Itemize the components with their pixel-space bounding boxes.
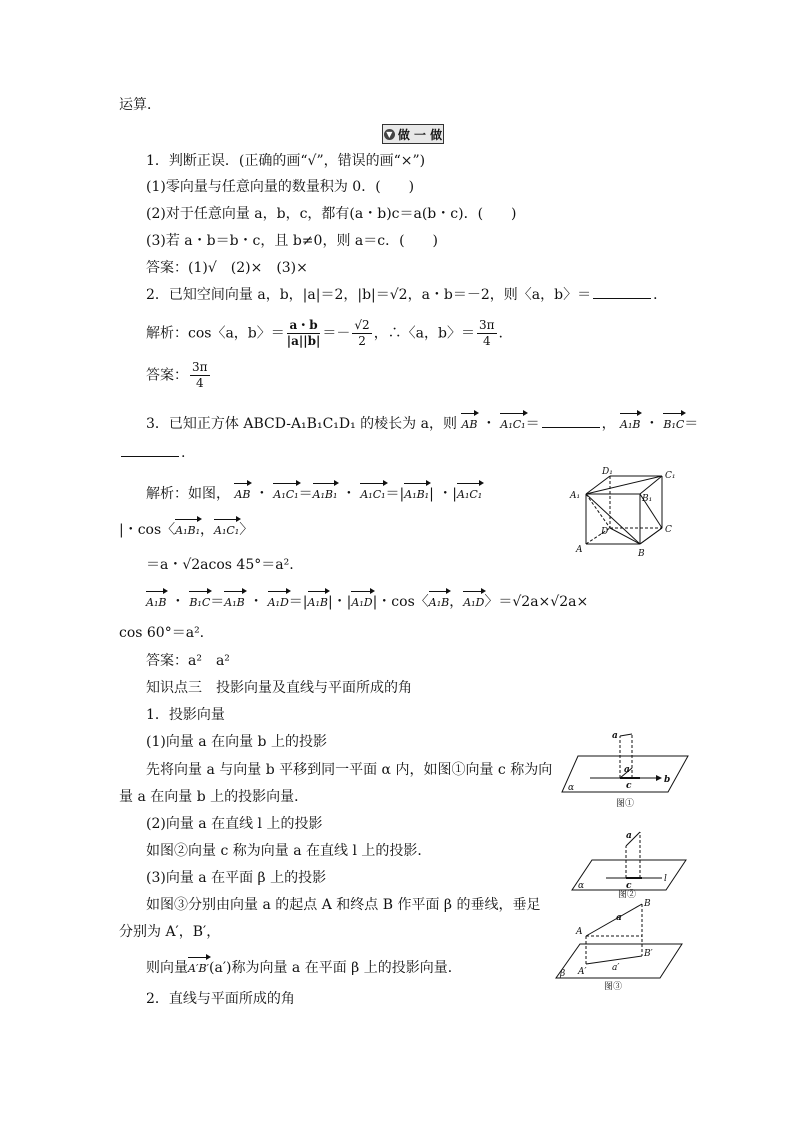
solution-3-line-2: |・cos〈A₁B₁，A₁C₁〉 [119, 518, 253, 540]
question-1-item-1: (1)零向量与任意向量的数量积为 0．( ) [146, 179, 415, 195]
question-1: 1．判断正误．(正确的画“√”，错误的画“×”) [146, 153, 426, 169]
fraction-denominator: |a||b| [286, 334, 321, 348]
fraction-dot-over-norms [287, 318, 321, 349]
answer-blank [121, 456, 179, 457]
k3-1-3-text-3 [146, 956, 462, 978]
vector-A1D: A₁D [268, 590, 289, 612]
fraction-denominator: 4 [195, 376, 204, 390]
line-4-tail: 〉＝√2a×√2a× [484, 594, 589, 610]
k3-1-2-heading: (2)向量 a 在直线 l 上的投影 [146, 816, 323, 832]
solution-2: 解析：cos〈a，b〉＝ $\frac{a・b}{|a||b|}$ ＝－ $\frac{√2}{2}$ ，∴〈a，b〉＝ $\frac{3\pi}{4}$ . [146, 318, 503, 348]
figure-3-label: 图③ [604, 982, 623, 992]
text-post: (a′)称为向量 a 在平面 β 上的投影向量． [209, 960, 462, 976]
figure-2-label: 图② [618, 890, 637, 898]
vector-A1C1: A₁C₁ [360, 482, 385, 504]
cube-figure [568, 466, 684, 560]
question-3-text: 3．已知正方体 ABCD-A₁B₁C₁D₁ 的棱长为 a，则 [146, 416, 457, 432]
answer-blank [542, 427, 600, 428]
fraction-3pi-over-4 [190, 360, 210, 391]
figure-2-label: α [578, 881, 585, 891]
solution-3-line-3: ＝a・√2acos 45°＝a². [146, 557, 294, 573]
do-one-badge [382, 124, 444, 144]
fraction-numerator: 3π [479, 318, 495, 332]
figure-3-label: B [644, 899, 651, 909]
vector-A1C1: A₁C₁ [500, 412, 525, 434]
vector-A1B: A₁B [429, 590, 449, 612]
question-3: 3．已知正方体 ABCD-A₁B₁C₁D₁ 的棱长为 a，则 AB ・ A₁C₁＝ ， A₁B ・ B₁C＝ [146, 412, 698, 434]
angle-close: 〉 [239, 522, 254, 538]
k3-1-3-text-1: 如图③分别由向量 a 的起点 A 和终点 B 作平面 β 的垂线，垂足 [146, 897, 541, 913]
fraction-sqrt2-over-2 [352, 318, 371, 349]
text-pre: 则向量 [146, 960, 188, 976]
figure-1-label: α [568, 783, 575, 793]
figure-3-label: a [616, 913, 622, 923]
solution-3-line-5: cos 60°＝a². [119, 625, 205, 641]
fraction-denominator: 2 [358, 334, 366, 348]
figure-1-label: 图① [616, 799, 635, 809]
k3-1-1-text-1: 先将向量 a 与向量 b 平移到同一平面 α 内，如图①向量 c 称为向 [146, 762, 553, 778]
k3-1-3-text-2: 分别为 A′，B′， [119, 924, 221, 940]
vector-A1B: A₁B [308, 590, 328, 612]
fraction-numerator: a・b [287, 318, 321, 334]
projection-figure-1 [560, 728, 692, 812]
k3-1-3-heading: (3)向量 a 在平面 β 上的投影 [146, 870, 327, 886]
figure-1-label: b [664, 775, 671, 785]
solution-3-line-1: 解析：如图， AB ・ A₁C₁＝A₁B₁ ・ A₁C₁＝|A₁B₁| ・|A₁C₁ [146, 482, 482, 504]
cube-vertex-label: C [665, 525, 672, 535]
question-1-item-3: (3)若 a・b＝b・c，且 b≠0，则 a＝c．( ) [146, 233, 439, 249]
solution-2-post: ，∴〈a，b〉＝ [373, 325, 475, 342]
k3-1-heading: 1．投影向量 [146, 707, 225, 723]
answer-blank [593, 298, 651, 299]
line-yunsuan: 运算． [119, 97, 161, 113]
vector-A1B: A₁B [620, 412, 640, 434]
solution-3-label: 解析：如图， [146, 486, 230, 502]
fraction-numerator: √2 [354, 318, 370, 332]
fraction-3pi-over-4 [477, 318, 497, 349]
figure-2-label: l [664, 874, 667, 884]
k3-1-2-text: 如图②向量 c 称为向量 a 在直线 l 上的投影． [146, 843, 432, 859]
figure-3-label: β [560, 969, 566, 979]
question-3-blank-line: . [119, 444, 185, 462]
badge-label: 做 一 做 [397, 127, 443, 142]
figure-3-label: A′ [578, 967, 587, 977]
fraction-numerator: 3π [192, 360, 208, 374]
answer-3: 答案：a² a² [146, 653, 230, 669]
figure-2-label: a [626, 831, 632, 841]
figure-2-label: c [626, 881, 632, 891]
figure-1-label: c [626, 781, 632, 791]
vector-A1B1: A₁B₁ [313, 482, 338, 504]
vector-A1C1: A₁C₁ [273, 482, 298, 504]
cube-vertex-label: D₁ [602, 467, 613, 477]
question-2: 2．已知空间向量 a，b，|a|＝2，|b|＝√2，a・b＝－2，则〈a，b〉＝ ． [146, 287, 668, 303]
vector-A1C1: A₁C₁ [457, 482, 482, 504]
answer-1: 答案：(1)√ (2)× (3)× [146, 260, 308, 276]
solution-3-line-4: A₁B ・ B₁C＝A₁B ・ A₁D＝|A₁B|・|A₁D|・cos〈A₁B，A₁D〉＝√2a×√2a× [146, 590, 588, 612]
vector-ApBp: A′B′ [188, 956, 209, 978]
projection-figure-2 [570, 826, 688, 898]
projection-figure-3 [552, 896, 686, 992]
cube-vertex-label: D [601, 527, 609, 537]
figure-3-label: B′ [644, 949, 653, 959]
vector-A1D: A₁D [351, 590, 372, 612]
cube-vertex-label: A [576, 545, 583, 555]
cos-prefix: |・cos〈 [119, 522, 176, 538]
vector-A1D: A₁D [463, 590, 484, 612]
answer-2-label: 答案： [146, 367, 188, 384]
vector-A1B1: A₁B₁ [175, 518, 200, 540]
equals-minus: ＝－ [322, 325, 351, 342]
k3-1-1-heading: (1)向量 a 在向量 b 上的投影 [146, 734, 327, 750]
fraction-denominator: 4 [482, 334, 491, 348]
figure-1-label: a [612, 731, 618, 741]
cube-vertex-label: C₁ [665, 471, 676, 481]
solution-2-pre: 解析：cos〈a，b〉＝ [146, 325, 285, 342]
cube-vertex-label: B [638, 549, 645, 559]
figure-1-label: a [624, 765, 630, 775]
vector-A1B: A₁B [224, 590, 244, 612]
k3-1-1-text-2: 量 a 在向量 b 上的投影向量． [119, 789, 309, 805]
vector-A1B: A₁B [146, 590, 166, 612]
vector-A1B1: A₁B₁ [404, 482, 429, 504]
vector-A1C1: A₁C₁ [214, 518, 239, 540]
chevron-down-icon: ▼ [384, 129, 395, 140]
k3-2-heading: 2．直线与平面所成的角 [146, 991, 295, 1007]
vector-B1C: B₁C [663, 412, 684, 434]
question-2-text: 2．已知空间向量 a，b，|a|＝2，|b|＝√2，a・b＝－2，则〈a，b〉＝ [146, 287, 592, 303]
answer-2 [146, 360, 212, 391]
vector-AB: AB [461, 412, 477, 434]
figure-3-label: A [576, 927, 583, 937]
cube-vertex-label: A₁ [570, 491, 581, 501]
vector-B1C: B₁C [189, 590, 210, 612]
vector-AB: AB [234, 482, 250, 504]
knowledge-point-3: 知识点三 投影向量及直线与平面所成的角 [146, 680, 412, 696]
figure-3-label: a′ [612, 963, 620, 973]
question-1-item-2: (2)对于任意向量 a，b，c，都有(a・b)c＝a(b・c)．( ) [146, 206, 517, 222]
cube-vertex-label: B₁ [642, 494, 653, 504]
